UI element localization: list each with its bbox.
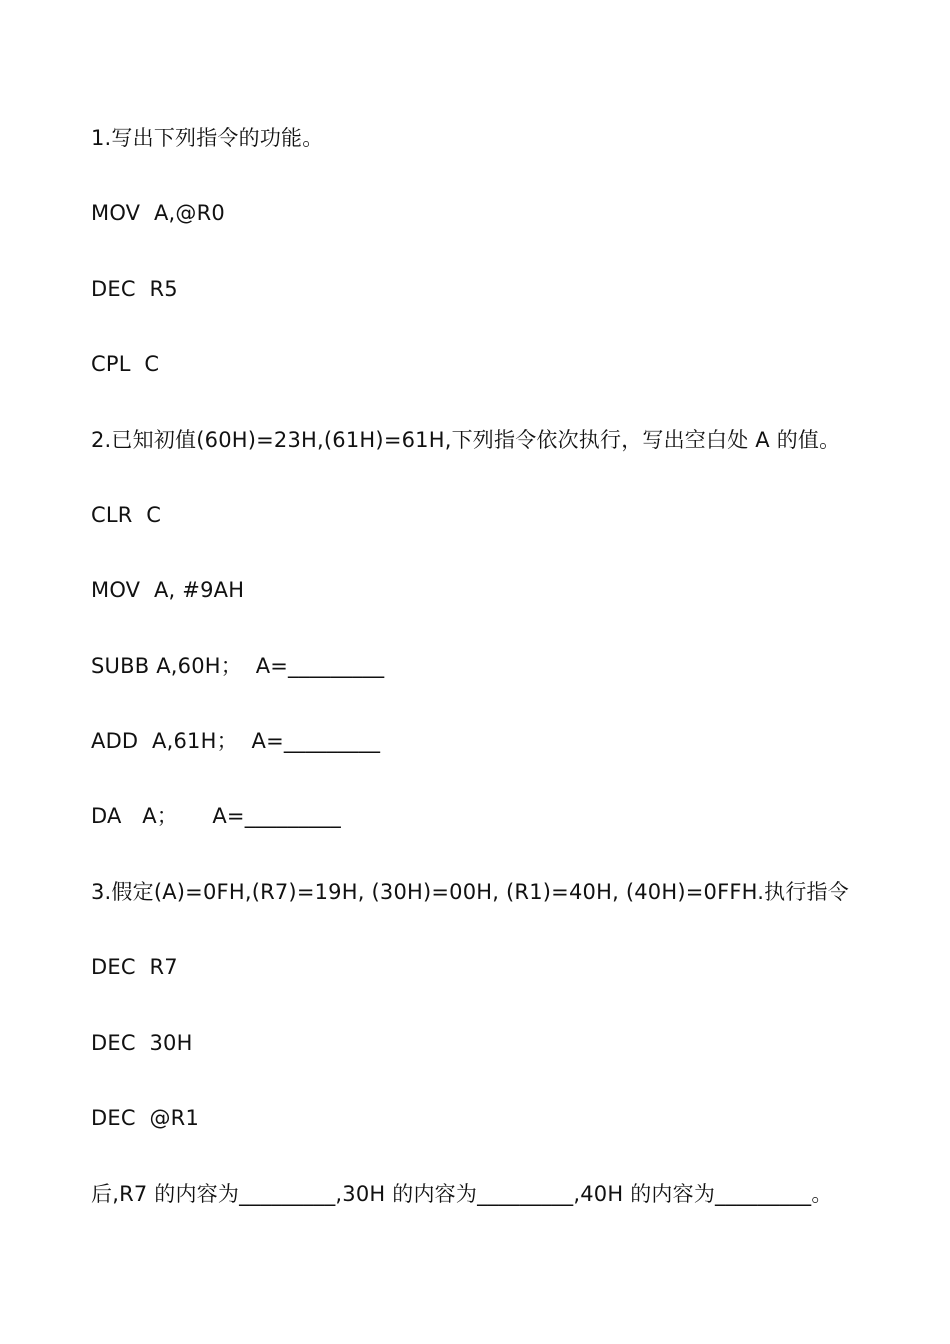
code-line-dec-at-r1: DEC @R1 xyxy=(91,1106,200,1130)
code-line-subb: SUBB A,60H； A=_________ xyxy=(91,654,385,678)
code-line-dec-r5: DEC R5 xyxy=(91,277,178,301)
question-3-answer-line: 后,R7 的内容为_________,30H 的内容为_________,40H 的内容为_________。 xyxy=(91,1182,833,1206)
code-line-cpl-c: CPL C xyxy=(91,352,160,376)
code-line-clr-c: CLR C xyxy=(91,503,162,527)
code-line-dec-r7: DEC R7 xyxy=(91,955,178,979)
code-line-da: DA A； A=_________ xyxy=(91,804,341,828)
code-line-add: ADD A,61H； A=_________ xyxy=(91,729,381,753)
code-line-mov-a-r0: MOV A,@R0 xyxy=(91,201,225,225)
code-line-mov-a-9ah: MOV A, #9AH xyxy=(91,578,245,602)
code-line-dec-30h: DEC 30H xyxy=(91,1031,193,1055)
question-1-title: 1.写出下列指令的功能。 xyxy=(91,126,324,150)
question-2-title: 2.已知初值(60H)=23H,(61H)=61H,下列指令依次执行，写出空白处 A 的值。 xyxy=(91,428,841,452)
question-3-title: 3.假定(A)=0FH,(R7)=19H, (30H)=00H, (R1)=40H, (40H)=0FFH.执行指令 xyxy=(91,880,849,904)
